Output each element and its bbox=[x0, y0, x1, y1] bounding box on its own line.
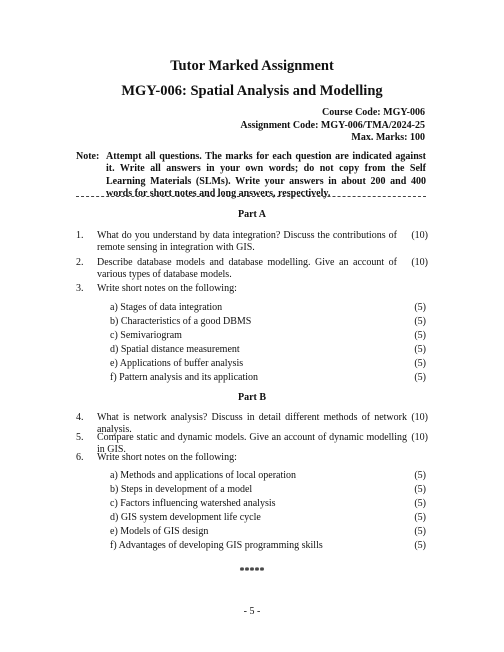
sub-question: a) Methods and applications of local operation bbox=[110, 470, 297, 481]
sub-question-marks: (5) bbox=[414, 344, 426, 355]
question-marks: (10) bbox=[411, 257, 428, 268]
sub-question-marks: (5) bbox=[414, 316, 426, 327]
sub-question-marks: (5) bbox=[414, 484, 426, 495]
question-text: Write short notes on the following: bbox=[97, 283, 237, 294]
sub-question: d) Spatial distance measurement bbox=[110, 344, 240, 355]
divider bbox=[76, 196, 426, 197]
sub-question: f) Advantages of developing GIS programming skills bbox=[110, 540, 323, 551]
question-number: 2. bbox=[76, 257, 84, 268]
part-b-heading: Part B bbox=[237, 392, 267, 403]
sub-question-marks: (5) bbox=[414, 372, 426, 383]
question-number: 1. bbox=[76, 230, 84, 241]
note-label: Note: bbox=[76, 151, 100, 162]
sub-question: b) Steps in development of a model bbox=[110, 484, 253, 495]
sub-question: b) Characteristics of a good DBMS bbox=[110, 316, 252, 327]
question-text: What is network analysis? Discuss in detail different methods of network analysis. bbox=[97, 412, 407, 435]
sub-question-marks: (5) bbox=[414, 302, 426, 313]
sub-question-marks: (5) bbox=[414, 540, 426, 551]
max-marks: Max. Marks: 100 bbox=[351, 132, 425, 143]
sub-question: f) Pattern analysis and its application bbox=[110, 372, 259, 383]
question-number: 5. bbox=[76, 432, 84, 443]
sub-question-marks: (5) bbox=[414, 498, 426, 509]
sub-question-marks: (5) bbox=[414, 358, 426, 369]
question-text: Compare static and dynamic models. Give an account of dynamic modelling in GIS. bbox=[97, 432, 407, 455]
question-text: Write short notes on the following: bbox=[97, 452, 237, 463]
question-text: What do you understand by data integration? Discuss the contributions of remote sensing in integration with GIS. bbox=[97, 230, 397, 253]
part-a-heading: Part A bbox=[237, 209, 267, 220]
question-text: Describe database models and database modelling. Give an account of various types of database models. bbox=[97, 257, 397, 280]
sub-question-marks: (5) bbox=[414, 330, 426, 341]
sub-question: d) GIS system development life cycle bbox=[110, 512, 261, 523]
sub-question-marks: (5) bbox=[414, 512, 426, 523]
sub-question-marks: (5) bbox=[414, 470, 426, 481]
note-text: Attempt all questions. The marks for each question are indicated against it. Write all answers in your own words; do not copy from the Self Learning Materials (SLMs). Write your answers in about 200 and 400 words for short notes and long answers, respectively. bbox=[106, 151, 426, 199]
question-marks: (10) bbox=[411, 432, 428, 443]
sub-question: a) Stages of data integration bbox=[110, 302, 223, 313]
sub-question: c) Factors influencing watershed analysis bbox=[110, 498, 276, 509]
course-title: MGY-006: Spatial Analysis and Modelling bbox=[121, 83, 383, 99]
course-code: Course Code: MGY-006 bbox=[322, 107, 425, 118]
question-marks: (10) bbox=[411, 412, 428, 423]
assignment-code: Assignment Code: MGY-006/TMA/2024-25 bbox=[240, 119, 425, 131]
question-number: 4. bbox=[76, 412, 84, 423]
sub-question: e) Models of GIS design bbox=[110, 526, 209, 537]
page-number: - 5 - bbox=[243, 606, 261, 617]
question-marks: (10) bbox=[411, 230, 428, 241]
sub-question: c) Semivariogram bbox=[110, 330, 182, 341]
sub-question: e) Applications of buffer analysis bbox=[110, 358, 244, 369]
question-number: 3. bbox=[76, 283, 84, 294]
assignment-meta bbox=[240, 107, 425, 145]
end-stars: ***** bbox=[239, 566, 265, 577]
document-title: Tutor Marked Assignment bbox=[170, 58, 334, 74]
sub-question-marks: (5) bbox=[414, 526, 426, 537]
question-number: 6. bbox=[76, 452, 84, 463]
